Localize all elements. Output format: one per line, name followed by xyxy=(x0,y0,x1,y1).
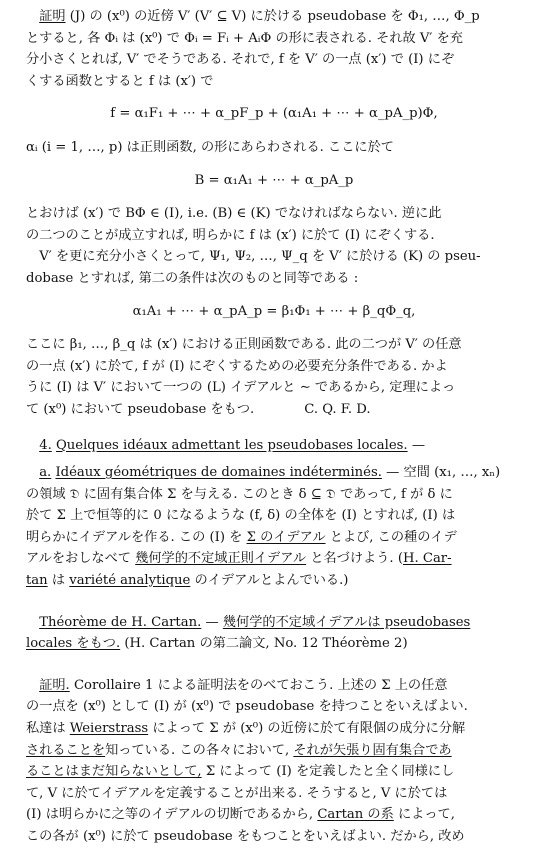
theorem-line-2: locales をもつ. (H. Cartan の第二論文, No. 12 Théorème 2) xyxy=(26,636,408,652)
proof1-line-7: の二つのことが成立すれば, 明らかに f は (x′) に於て (I) にぞくする. xyxy=(26,227,435,243)
subsection-a-line-6: tan は variété analytique のイデアルとよんでいる.) xyxy=(26,573,349,589)
subsection-title: Idéaux géométriques de domaines indéterminés. xyxy=(55,465,382,481)
proof1-line-8: V′ を更に充分小さくとって, Ψ₁, Ψ₂, …, Ψ_q を V′ に於ける (K) の pseu- xyxy=(39,249,481,265)
ref-h-cartan: H. Car- xyxy=(402,551,452,567)
proof1-line-6: とおけば (x′) で BΦ ∈ (I), i.e. (B) ∈ (K) でなければならない. 逆に此 xyxy=(26,206,442,222)
proof2-line-1: 証明. Corollaire 1 による証明法をのべておこう. 上述の Σ 上の任意 xyxy=(39,677,448,693)
proof1-line-3: 分小さくとれば, V′ でそうである. それで, f を V′ の一点 (x′) で (I) にぞ xyxy=(26,52,455,68)
term-geometric-ideal: 幾何学的不定域正則イデアル xyxy=(135,551,307,567)
subsection-a-line-4: 明らかにイデアルを作る. この (I) を Σ のイデアル とよび, この種のイデ xyxy=(26,529,457,545)
subsection-letter: a. xyxy=(39,465,52,481)
term-variete-analytique: variété analytique xyxy=(69,573,191,589)
equation-3: α₁A₁ + ⋯ + α_pA_p = β₁Φ₁ + ⋯ + β_qΦ_q, xyxy=(132,303,416,319)
proof1-line-11: の一点 (x′) に於て, f が (I) にぞくするための必要充分条件である. かよ xyxy=(26,358,448,374)
term-sigma-ideal: Σ のイデアル xyxy=(246,529,326,545)
section-heading: 4. Quelques idéaux admettant les pseudobases locales. — xyxy=(39,437,426,453)
theorem-statement: 幾何学的不定域イデアルは pseudobases xyxy=(222,614,471,630)
theorem-reference: (H. Cartan の第二論文, No. 12 Théorème 2) xyxy=(124,636,408,652)
proof2-label: 証明. xyxy=(39,677,70,693)
proof-label: 証明 xyxy=(39,9,66,24)
proof1-line-4: くする函数とすると f は (x′) で xyxy=(26,73,214,89)
proof2-line-2: の一点を (x⁰) として (I) が (x⁰) で pseudobase を持つことをいえばよい. xyxy=(26,699,468,715)
proof1-line-12: うに (I) は V′ において一つの (L) イデアルと ∼ であるから, 定理によっ xyxy=(26,380,456,396)
proof2-line-5: ることはまだ知らないとして, Σ によって (I) を定義したと全く同様にし xyxy=(26,764,455,780)
proof2-line-4: されることを知っている. この各々において, それが矢張り固有集合であ xyxy=(26,742,452,758)
equation-1: f = α₁F₁ + ⋯ + α_pF_p + (α₁A₁ + ⋯ + α_pA_p)Φ, xyxy=(110,106,438,122)
qed-mark: C. Q. F. D. xyxy=(304,401,371,417)
theorem-line-1: Théorème de H. Cartan. — 幾何学的不定域イデアルは pseudobases xyxy=(39,614,471,630)
proof2-line-7: (I) は明らかに之等のイデアルの切断であるから, Cartan の系 によって, xyxy=(26,807,455,823)
proof1-line-2: とすると, 各 Φᵢ は (x⁰) で Φᵢ = Fᵢ + AᵢΦ の形に表される. それ故 V′ を充 xyxy=(26,30,463,46)
proof1-line-9: dobase とすれば, 第二の条件は次のものと同等である : xyxy=(26,270,359,286)
theorem-title: Théorème de H. Cartan. xyxy=(39,614,202,630)
proof1-last-line: て (x⁰) において pseudobase をもつ. C. Q. F. D. xyxy=(26,401,371,417)
proof1-line-10: ここに β₁, …, β_q は (x′) における正則函数である. 此の二つが V′ の任意 xyxy=(26,337,462,353)
subsection-a-line-2: の領域 𝔇 に固有集合体 Σ を与える. このとき δ ⊆ 𝔇 であって, f が δ に xyxy=(26,486,453,502)
proof2-line-3: 私達は Weierstrass によって Σ が (x⁰) の近傍に於て有限個の成分に分解 xyxy=(26,721,466,737)
term-cartan-corollary: Cartan の系 xyxy=(317,807,394,823)
proof1-line-5: αᵢ (i = 1, …, p) は正則函数, の形にあらわされる. ここに於て xyxy=(26,139,394,155)
proof2-line-6: て, V に於てイデアルを定義することが出来る. そうすると, V に於ては xyxy=(26,785,448,801)
section-title: Quelques idéaux admettant les pseudobases locales. xyxy=(55,437,408,453)
term-weierstrass: Weierstrass xyxy=(69,721,149,737)
proof2-line-8: この各が (x⁰) に於て pseudobase をもつことをいえばよい. だから, 改め xyxy=(26,829,465,844)
subsection-a-line-5: アルをおしなべて 幾何学的不定域正則イデアル と名づけよう. (H. Car- xyxy=(26,551,452,567)
subsection-a-line-3: 於て Σ 上で恒等的に 0 になるような (f, δ) の全体を (I) とすれば, (I) は xyxy=(26,508,456,524)
proof1-line-1: 証明 (J) の (x⁰) の近傍 V′ (V′ ⊆ V) に於ける pseudobase を Φ₁, …, Φ_p xyxy=(39,9,480,24)
section-number: 4. xyxy=(39,437,52,453)
equation-2: B = α₁A₁ + ⋯ + α_pA_p xyxy=(194,172,354,188)
subsection-a-line-1: a. Idéaux géométriques de domaines indéterminés. — 空間 (x₁, …, xₙ) xyxy=(39,465,501,481)
